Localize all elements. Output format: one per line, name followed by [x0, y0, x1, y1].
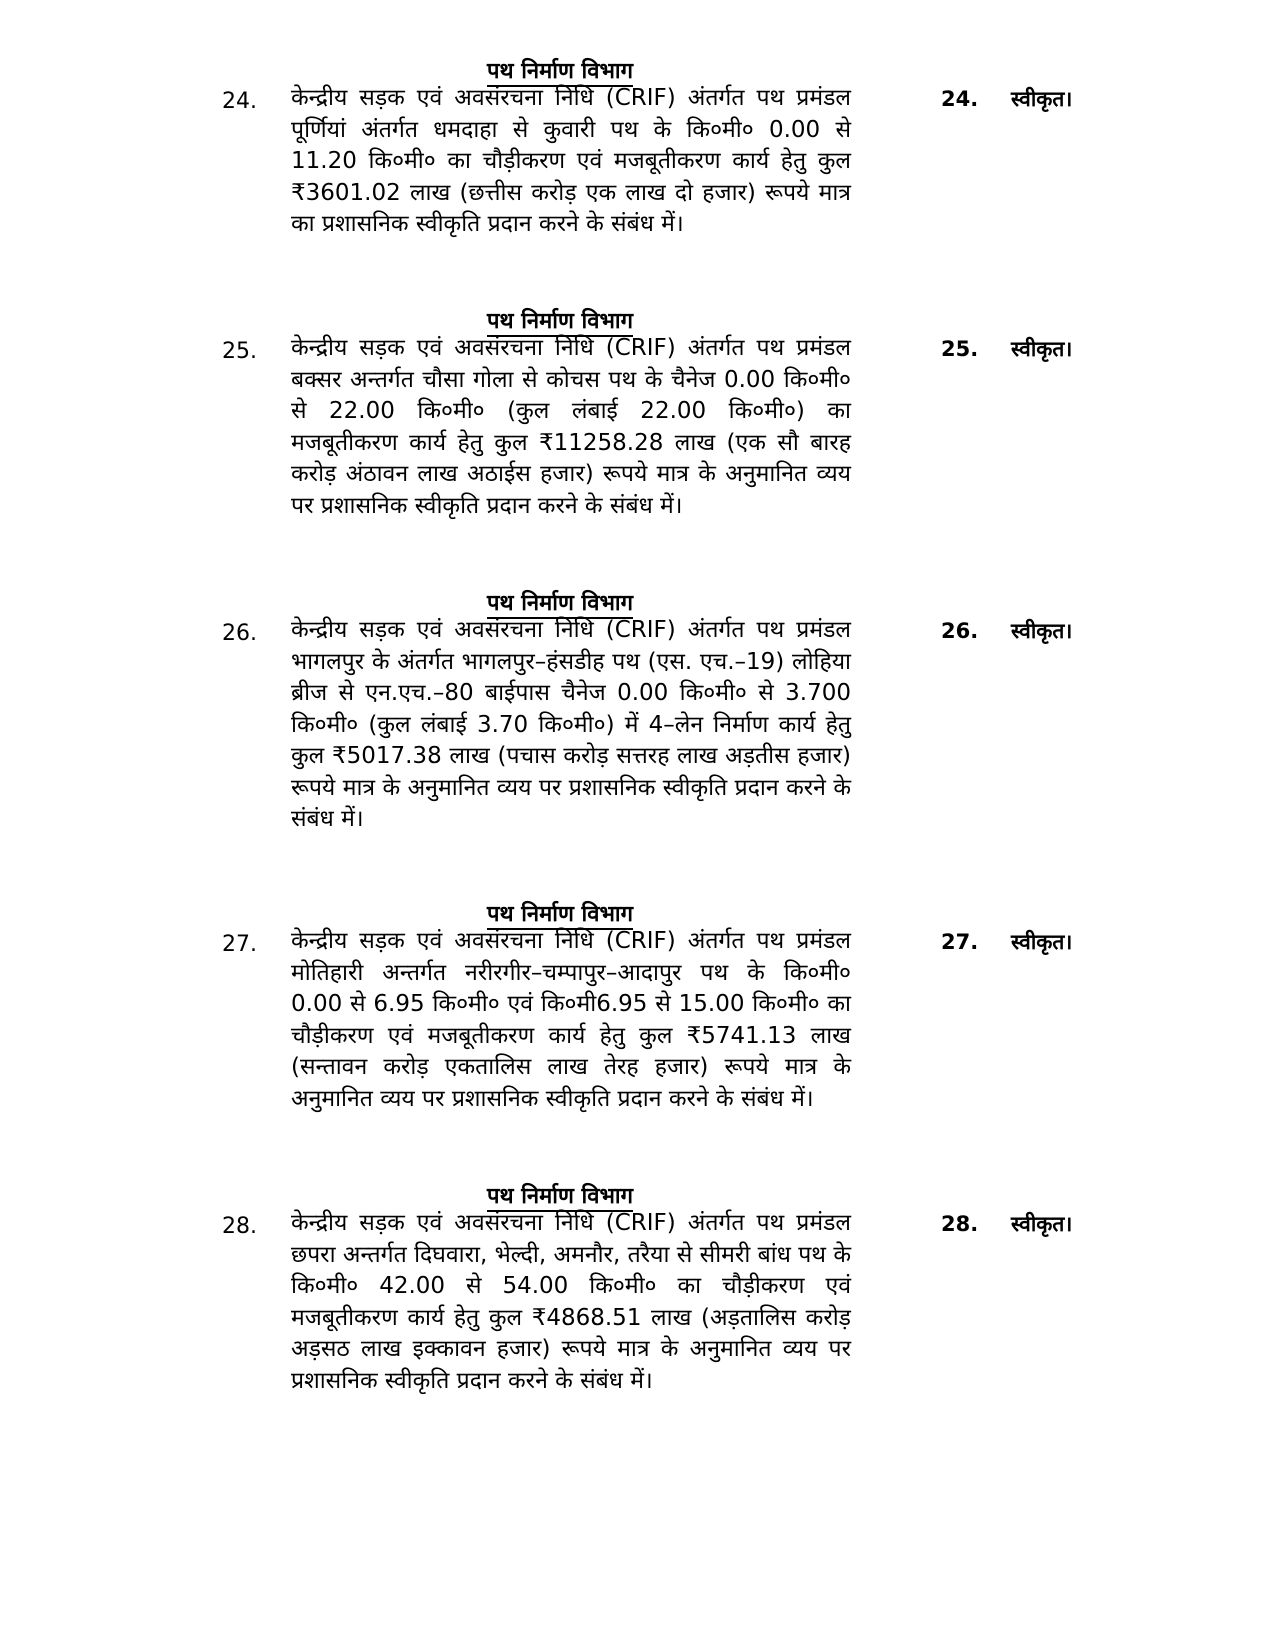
approval-status: स्वीकृत।	[1011, 619, 1073, 643]
item-number: 27.	[222, 932, 257, 957]
item-description: केन्द्रीय सड़क एवं अवसंरचना निधि (CRIF) अंतर्गत पथ प्रमंडल मोतिहारी अन्तर्गत नरीरगीर–चम्पापुर–आदापुर पथ के कि०मी० 0.00 से 6.95 कि०मी० एवं कि०मी6.95 से 15.00 कि०मी० का चौड़ीकरण एवं मजबूतीकरण कार्य हेतु कुल ₹5741.13 लाख (सन्तावन करोड़ एकतालिस लाख तेरह हजार) रूपये मात्र के अनुमानित व्यय पर प्रशासनिक स्वीकृति प्रदान करने के संबंध में।	[291, 928, 851, 1112]
item-number: 26.	[222, 621, 257, 646]
department-heading: पथ निर्माण विभाग	[280, 587, 840, 617]
item-number: 24.	[222, 89, 257, 114]
result-number: 24.	[941, 87, 979, 111]
item-description: केन्द्रीय सड़क एवं अवसंरचना निधि (CRIF) अंतर्गत पथ प्रमंडल बक्सर अन्तर्गत चौसा गोला से कोचस पथ के चैनेज 0.00 कि०मी० से 22.00 कि०मी० (कुल लंबाई 22.00 कि०मी०) का मजबूतीकरण कार्य हेतु कुल ₹11258.28 लाख (एक सौ बारह करोड़ अंठावन लाख अठाईस हजार) रूपये मात्र के अनुमानित व्यय पर प्रशासनिक स्वीकृति प्रदान करने के संबंध में।	[291, 335, 851, 519]
item-number: 25.	[222, 339, 257, 364]
result-number: 28.	[941, 1212, 979, 1236]
result-number: 26.	[941, 619, 979, 643]
department-heading: पथ निर्माण विभाग	[280, 1180, 840, 1210]
result-number: 25.	[941, 337, 979, 361]
approval-status: स्वीकृत।	[1011, 87, 1073, 111]
item-description: केन्द्रीय सड़क एवं अवसंरचना निधि (CRIF) अंतर्गत पथ प्रमंडल छपरा अन्तर्गत दिघवारा, भेल्दी, अमनौर, तरैया से सीमरी बांध पथ के कि०मी० 42.00 से 54.00 कि०मी० का चौड़ीकरण एवं मजबूतीकरण कार्य हेतु कुल ₹4868.51 लाख (अड़तालिस करोड़ अड़सठ लाख इक्कावन हजार) रूपये मात्र के अनुमानित व्यय पर प्रशासनिक स्वीकृति प्रदान करने के संबंध में।	[291, 1210, 851, 1394]
approval-status: स्वीकृत।	[1011, 337, 1073, 361]
result-number: 27.	[941, 930, 979, 954]
item-number: 28.	[222, 1214, 257, 1239]
approval-status: स्वीकृत।	[1011, 930, 1073, 954]
item-description: केन्द्रीय सड़क एवं अवसंरचना निधि (CRIF) अंतर्गत पथ प्रमंडल पूर्णियां अंतर्गत धमदाहा से कुवारी पथ के कि०मी० 0.00 से 11.20 कि०मी० का चौड़ीकरण एवं मजबूतीकरण कार्य हेतु कुल ₹3601.02 लाख (छत्तीस करोड़ एक लाख दो हजार) रूपये मात्र का प्रशासनिक स्वीकृति प्रदान करने के संबंध में।	[291, 85, 851, 237]
department-heading: पथ निर्माण विभाग	[280, 305, 840, 335]
approval-status: स्वीकृत।	[1011, 1212, 1073, 1236]
department-heading: पथ निर्माण विभाग	[280, 55, 840, 85]
item-description: केन्द्रीय सड़क एवं अवसंरचना निधि (CRIF) अंतर्गत पथ प्रमंडल भागलपुर के अंतर्गत भागलपुर–हंसडीह पथ (एस. एच.–19) लोहिया ब्रीज से एन.एच.–80 बाईपास चैनेज 0.00 कि०मी० से 3.700 कि०मी० (कुल लंबाई 3.70 कि०मी०) में 4–लेन निर्माण कार्य हेतु कुल ₹5017.38 लाख (पचास करोड़ सत्तरह लाख अड़तीस हजार) रूपये मात्र के अनुमानित व्यय पर प्रशासनिक स्वीकृति प्रदान करने के संबंध में।	[291, 617, 851, 832]
department-heading: पथ निर्माण विभाग	[280, 898, 840, 928]
